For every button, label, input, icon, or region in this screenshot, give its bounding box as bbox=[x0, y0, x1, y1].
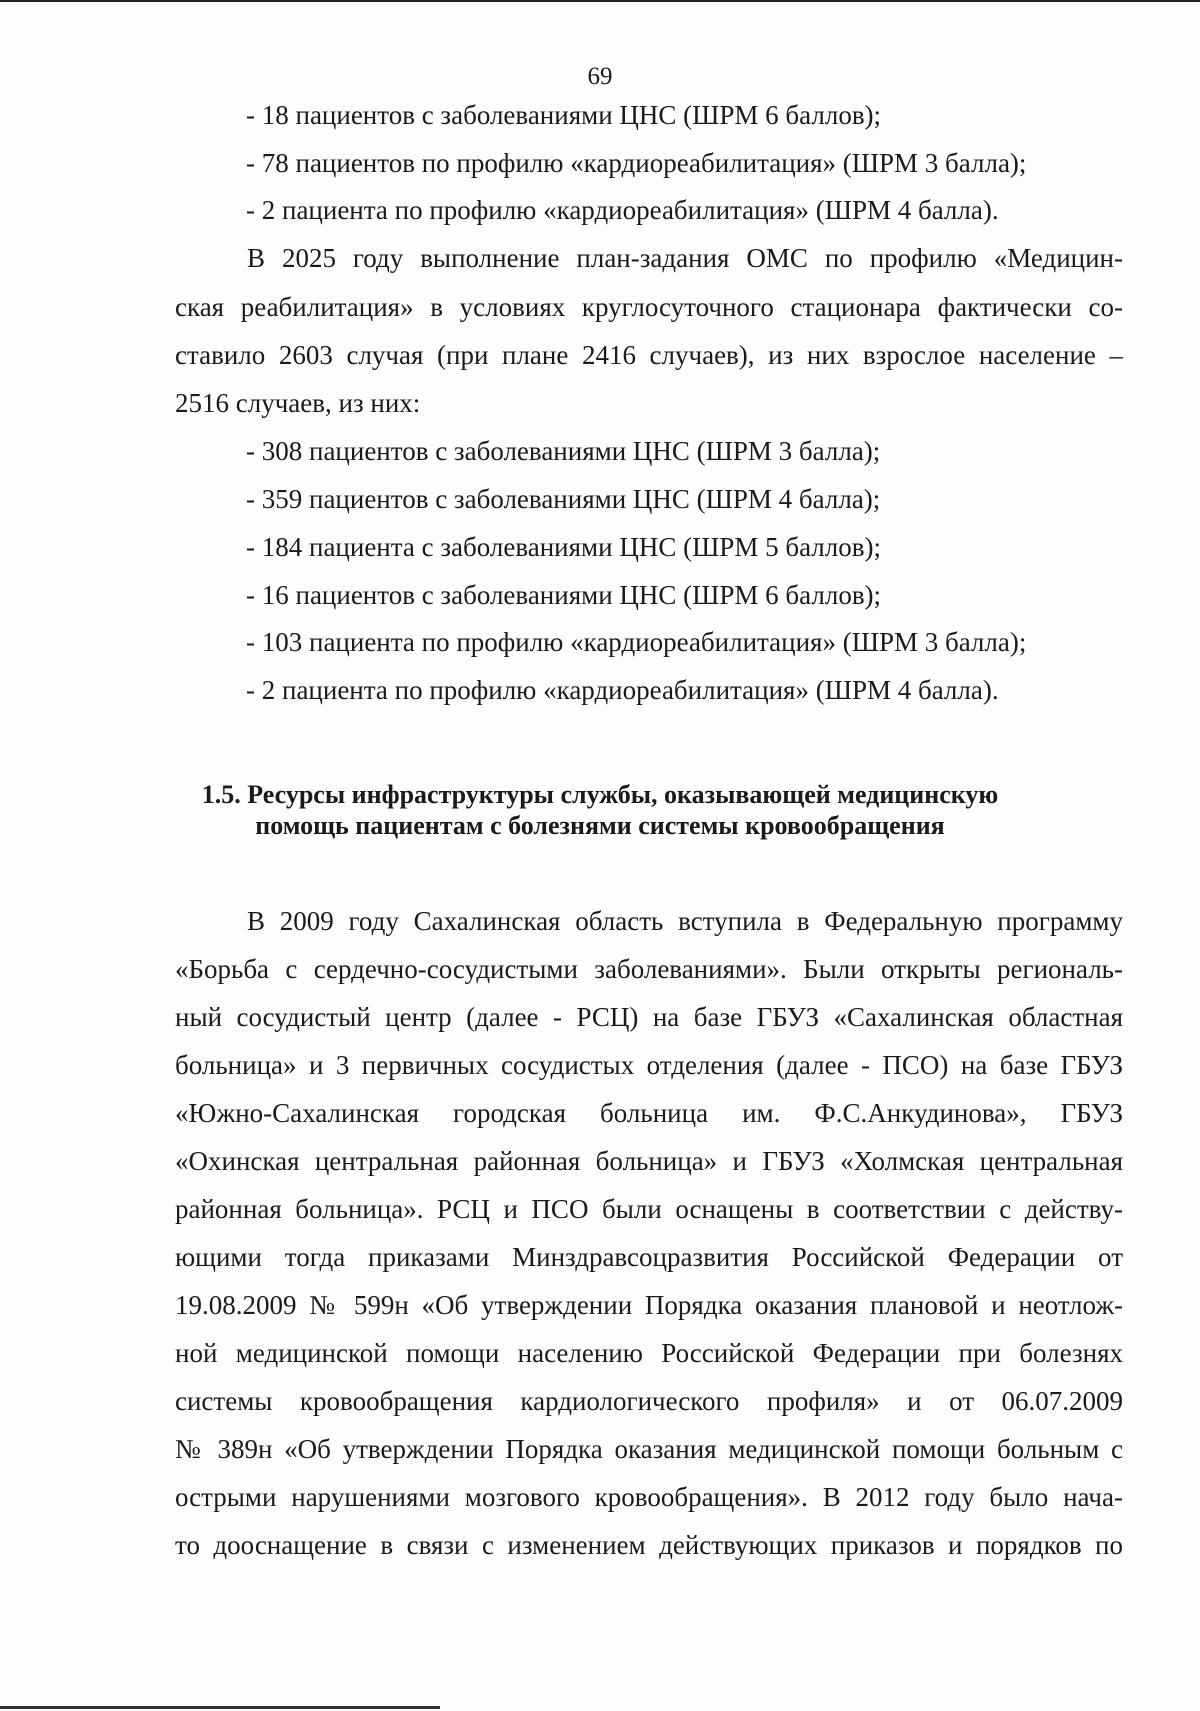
paragraph-line: ставило 2603 случая (при плане 2416 случаев), из них взрослое население – bbox=[175, 340, 1123, 370]
list-item: - 359 пациентов с заболеваниями ЦНС (ШРМ 4 балла); bbox=[246, 484, 881, 514]
list-item: - 2 пациента по профилю «кардиореабилитация» (ШРМ 4 балла). bbox=[246, 195, 999, 225]
paragraph-line: больница» и 3 первичных сосудистых отделения (далее - ПСО) на базе ГБУЗ bbox=[175, 1050, 1123, 1080]
paragraph-line: «Охинская центральная районная больница» и ГБУЗ «Холмская центральная bbox=[175, 1146, 1123, 1176]
paragraph-line: ская реабилитация» в условиях круглосуточного стационара фактически со- bbox=[175, 292, 1123, 322]
paragraph-line: 19.08.2009 № 599н «Об утверждении Порядка оказания плановой и неотлож- bbox=[175, 1290, 1123, 1320]
paragraph-line: В 2025 году выполнение план-задания ОМС по профилю «Медицин- bbox=[247, 243, 1123, 273]
list-item: - 78 пациентов по профилю «кардиореабилитация» (ШРМ 3 балла); bbox=[246, 148, 1027, 178]
section-heading: 1.5. Ресурсы инфраструктуры службы, оказывающей медицинскую bbox=[201, 780, 999, 809]
paragraph-line: ной медицинской помощи населению Российской Федерации при болезнях bbox=[175, 1338, 1123, 1368]
list-item: - 103 пациента по профилю «кардиореабилитация» (ШРМ 3 балла); bbox=[246, 627, 1027, 657]
scan-edge-bottom bbox=[0, 1706, 440, 1709]
paragraph-line: острыми нарушениями мозгового кровообращения». В 2012 году было нача- bbox=[175, 1482, 1123, 1512]
paragraph-line: районная больница». РСЦ и ПСО были оснащены в соответствии с действу- bbox=[175, 1194, 1123, 1224]
paragraph-line: то дооснащение в связи с изменением действующих приказов и порядков по bbox=[175, 1530, 1123, 1560]
list-item: - 184 пациента с заболеваниями ЦНС (ШРМ 5 баллов); bbox=[246, 532, 881, 562]
list-item: - 16 пациентов с заболеваниями ЦНС (ШРМ 6 баллов); bbox=[246, 580, 882, 610]
paragraph-line: «Южно-Сахалинская городская больница им. Ф.С.Анкудинова», ГБУЗ bbox=[175, 1098, 1123, 1128]
paragraph-line: В 2009 году Сахалинская область вступила в Федеральную программу bbox=[247, 906, 1123, 936]
list-item: - 308 пациентов с заболеваниями ЦНС (ШРМ 3 балла); bbox=[246, 436, 881, 466]
section-heading: помощь пациентам с болезнями системы кровообращения bbox=[255, 811, 945, 840]
paragraph-line: № 389н «Об утверждении Порядка оказания медицинской помощи больным с bbox=[175, 1434, 1123, 1464]
paragraph-line: «Борьба с сердечно-сосудистыми заболеваниями». Были открыты региональ- bbox=[175, 954, 1123, 984]
paragraph-line: системы кровообращения кардиологического профиля» и от 06.07.2009 bbox=[175, 1386, 1123, 1416]
paragraph-line: ющими тогда приказами Минздравсоцразвития Российской Федерации от bbox=[175, 1242, 1123, 1272]
paragraph-line: ный сосудистый центр (далее - РСЦ) на базе ГБУЗ «Сахалинская областная bbox=[175, 1002, 1123, 1032]
list-item: - 18 пациентов с заболеваниями ЦНС (ШРМ 6 баллов); bbox=[246, 100, 882, 130]
paragraph-line: 2516 случаев, из них: bbox=[175, 388, 421, 418]
page-number: 69 bbox=[587, 63, 613, 90]
scan-edge-top bbox=[0, 0, 1200, 2]
list-item: - 2 пациента по профилю «кардиореабилитация» (ШРМ 4 балла). bbox=[246, 675, 999, 705]
